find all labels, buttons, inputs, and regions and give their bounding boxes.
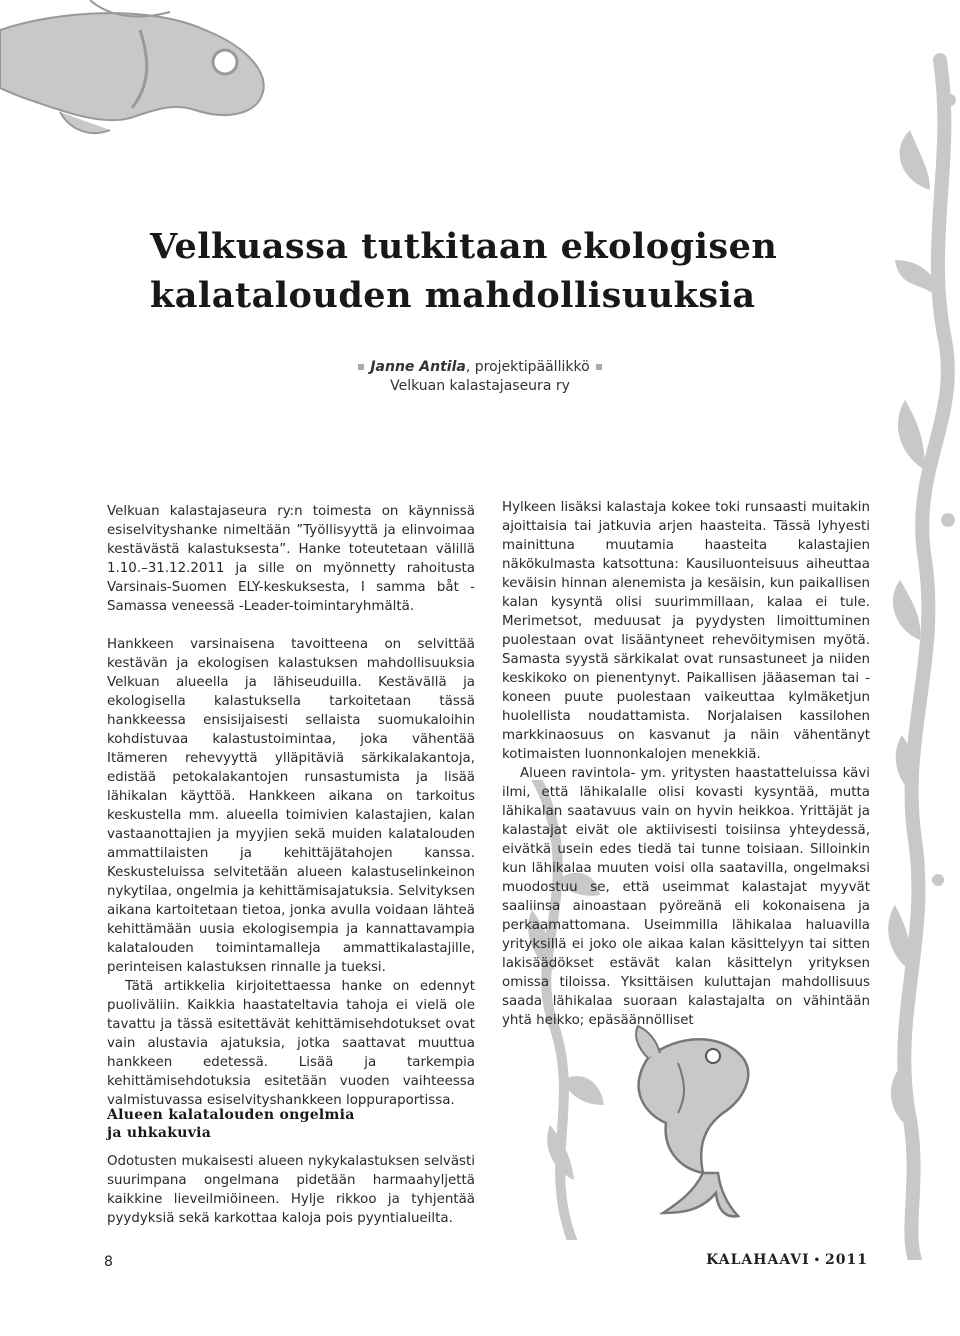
paragraph-intro: Velkuan kalastajaseura ry:n toimesta on käynnissä esiselvityshanke nimeltään ”Työllisyyttä ja elinvoimaa kestävästä kalastuksesta”. Hanke toteutetaan välillä 1.10.–31.12.2011 ja sille on myönnetty rahoitusta Varsinais-Suomen ELY-keskuksesta, I samma båt - Samassa veneessä -Leader-toimintaryhmältä. [107, 504, 475, 614]
author-name: Janne Antila [370, 359, 466, 375]
paragraph-progress: Tätä artikkelia kirjoitettaessa hanke on edennyt puoliväliin. Kaikkia haastateltavia tahoja ei vielä ole tavattu ja tässä esitettävät kehittämisehdotukset ovat vain alustavia ajatuksia, jotka saattavat muuttua hankkeen edetessä. Lisää ja tarkempia kehittämisehdotuksia esitetään vuoden vaihteessa valmistuvassa esiselvityshankkeen loppuraportissa. [107, 979, 475, 1108]
paragraph-goal: Hankkeen varsinaisena tavoitteena on selvittää kestävän ja ekologisen kalastuksen mahdollisuuksia Velkuan alueella ja lähiseuduilla. Kestävällä ja ekologisella kalastuksella tarkoitetaan tässä hankkeessa ensisijaisesti sellaista suomukaloihin kohdistuvaa kalastustoimintaa, joka vähentää Itämeren rehevyyttä ylläpitäviä särkikalakantoja, edistää petokalakantojen runsastumista ja lisää lähikalan käyttöä. Hankkeen aikana on tarkoitus keskustella mm. alueella toimivien kalastajien, kalan vastaanottajien ja myyjien sekä muiden kalatalouden ammattilaisten ja kehittäjätahojen kanssa. Keskusteluissa selvitetään alueen kalastuselinkeinon nykytilaa, ongelmia ja kehittämisajatuksia. Selvityksen aikana kartoitetaan tietoa, jonka avulla voidaan lähteä kehittämään uusia ekologisempia ja kannattavampia kalatalouden toimintamalleja ammattikalastajille, perinteisen kalastuksen rinnalle ja tueksi. [107, 637, 475, 975]
fish-illustration-bottom [608, 1018, 758, 1218]
page-number: 8 [104, 1254, 113, 1270]
paragraph-restaurants: Alueen ravintola- ym. yritysten haastatteluissa kävi ilmi, että lähikalalle olisi kovasti kysyntää, mutta lähikalan saatavuus vain on hyvin heikkoa. Yrittäjät ja kalastajat eivät ole aktiivisesti toisiinsa yhteydessä, eivätkä usein edes tiedä tai tunne toisiaan. Silloinkin kun lähikalaa muuten voisi olla saatavilla, ongelmaksi muodostuu se, että useimmat kalastajat myyvät saaliinsa ainoastaan pyöreänä eli kokonaisena ja perkaamattomana. Useimmilla lähikalaa haluavilla yrityksillä ei joko ole aikaa kalan käsittelyyn tai sitten lakisäädökset estävät kalan käsittelyn yrityksen omissa tiloissa. Yksittäisen kuluttajan mahdollisuus saada lähikalaa suoraan kalastajalta on vähintään yhtä heikko; epäsäännölliset [502, 766, 870, 1028]
section-heading-line-1: Alueen kalatalouden ongelmia [107, 1107, 355, 1123]
section-heading-line-2: ja uhkakuvia [107, 1125, 212, 1141]
footer-separator: • [813, 1254, 822, 1266]
article-title [150, 222, 870, 320]
right-column [502, 498, 870, 1030]
byline [300, 358, 660, 396]
article-title-line-2: kalatalouden mahdollisuuksia [150, 275, 756, 316]
article-title-line-1: Velkuassa tutkitaan ekologisen [150, 226, 778, 267]
bullet-right-icon [596, 364, 602, 370]
publication-year: 2011 [825, 1252, 868, 1268]
author-organization: Velkuan kalastajaseura ry [390, 378, 570, 394]
section-heading [107, 1106, 475, 1142]
fish-illustration-top [0, 0, 290, 140]
author-role: , projektipäällikkö [465, 359, 590, 375]
bullet-left-icon [358, 364, 364, 370]
publication-footer [706, 1252, 868, 1268]
left-column [107, 502, 475, 1110]
paragraph-seal-problem: Odotusten mukaisesti alueen nykykalastuksen selvästi suurimpana ongelmana pidetään harmaahyljettä kaikkine lieveilmiöineen. Hylje rikkoo ja tyhjentää pyydyksiä sekä karkottaa kaloja pois pyyntialueilta. [107, 1154, 475, 1226]
publication-name: KALAHAAVI [706, 1252, 810, 1268]
paragraph-challenges: Hylkeen lisäksi kalastaja kokee toki runsaasti muitakin ajoittaisia tai jatkuvia arjen haasteita. Tässä lyhyesti mainittuna muutamia haasteita kalastajien näkökulmasta katsottuna: Kausiluonteisuus aiheuttaa keväisin hinnan alenemista ja kesäisin, kun paikallisen kalan kysyntä olisi suurimmillaan, kalaa ei tule. Merimetsot, meduusat ja pyydysten limoittuminen puolestaan ovat lisääntyneet rehevöitymisen myötä. Samasta syystä särkikalat ovat runsastuneet ja niiden keskikoko on pienentynyt. Paikallisen jääaseman tai -koneen puute puolestaan vaikeuttaa kylmäketjun huolellista noudattamista. Norjalaisen kassilohen markkinaosuus on kasvanut ja näin vähentänyt kotimaisten luonnonkalojen menekkiä. [502, 500, 870, 762]
section-text [107, 1152, 475, 1228]
byline-author-line [300, 358, 660, 377]
seaweed-illustration-right [870, 40, 960, 1260]
